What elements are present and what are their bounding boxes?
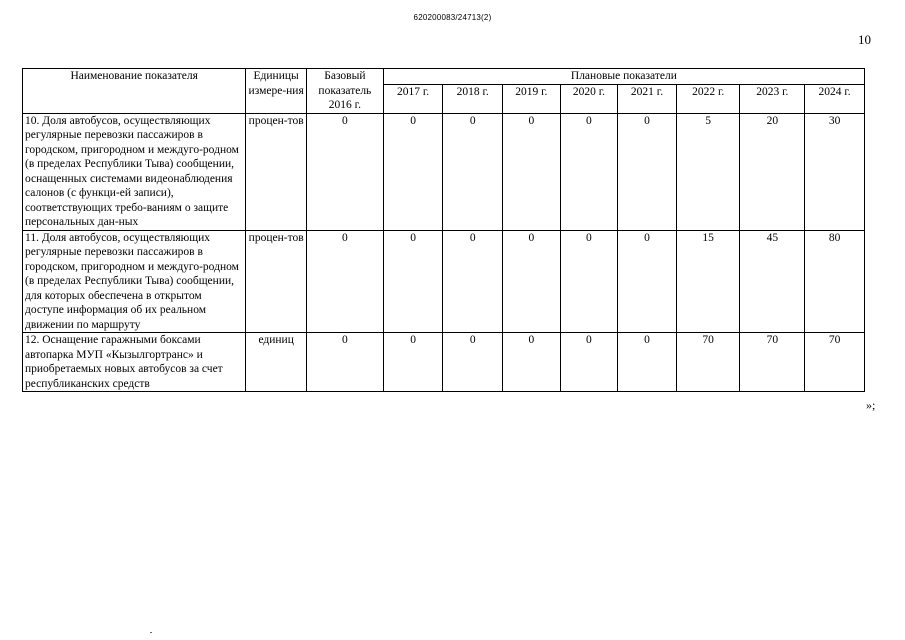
value-cell: 0 bbox=[560, 113, 618, 230]
header-year: 2017 г. bbox=[383, 85, 443, 113]
closing-quote-mark: »; bbox=[866, 398, 876, 412]
table-row bbox=[23, 230, 865, 333]
table-row bbox=[23, 113, 865, 230]
header-year: 2024 г. bbox=[805, 85, 865, 113]
value-cell: 5 bbox=[676, 113, 740, 230]
header-indicator-name: Наименование показателя bbox=[23, 69, 246, 114]
document-id: 620200083/24713(2) bbox=[413, 13, 492, 22]
indicator-name: 12. Оснащение гаражными боксами автопарка МУП «Кызылгортранс» и приобретаемых новых автобусов за счет республиканских средств bbox=[23, 333, 246, 392]
indicators-table bbox=[22, 68, 865, 392]
value-cell: 20 bbox=[740, 113, 805, 230]
value-cell: 0 bbox=[443, 333, 503, 392]
value-cell: 0 bbox=[618, 113, 677, 230]
header-base-value: Базовый показатель 2016 г. bbox=[306, 69, 383, 114]
table-row bbox=[23, 333, 865, 392]
value-cell: 45 bbox=[740, 230, 805, 333]
scan-speck bbox=[150, 632, 152, 633]
header-year: 2021 г. bbox=[618, 85, 677, 113]
indicator-name: 11. Доля автобусов, осуществляющих регулярные перевозки пассажиров в городском, пригородном и междуго-родном (в пределах Республики Тыва) сообщении, для которых обеспечена в открытом доступе информация об их реальном движении по маршруту bbox=[23, 230, 246, 333]
value-cell: 70 bbox=[676, 333, 740, 392]
base-value-cell: 0 bbox=[306, 230, 383, 333]
value-cell: 0 bbox=[560, 333, 618, 392]
header-year: 2022 г. bbox=[676, 85, 740, 113]
value-cell: 0 bbox=[560, 230, 618, 333]
value-cell: 70 bbox=[805, 333, 865, 392]
value-cell: 80 bbox=[805, 230, 865, 333]
value-cell: 0 bbox=[503, 113, 561, 230]
value-cell: 30 bbox=[805, 113, 865, 230]
indicator-name: 10. Доля автобусов, осуществляющих регулярные перевозки пассажиров в городском, пригородном и междуго-родном (в пределах Республики Тыва) сообщении, оснащенных системами видеонаблюдения салонов (с функци-ей записи), соответствующих требо-ваниям о защите персональных дан-ных bbox=[23, 113, 246, 230]
value-cell: 0 bbox=[618, 333, 677, 392]
value-cell: 0 bbox=[443, 230, 503, 333]
page-number: 10 bbox=[858, 32, 871, 47]
value-cell: 0 bbox=[618, 230, 677, 333]
value-cell: 70 bbox=[740, 333, 805, 392]
header-unit: Единицы измере-ния bbox=[246, 69, 307, 114]
base-value-cell: 0 bbox=[306, 333, 383, 392]
header-year: 2019 г. bbox=[503, 85, 561, 113]
value-cell: 0 bbox=[383, 230, 443, 333]
header-year: 2020 г. bbox=[560, 85, 618, 113]
unit-cell: единиц bbox=[246, 333, 307, 392]
header-year: 2018 г. bbox=[443, 85, 503, 113]
value-cell: 15 bbox=[676, 230, 740, 333]
unit-cell: процен-тов bbox=[246, 230, 307, 333]
value-cell: 0 bbox=[383, 333, 443, 392]
header-planned-values: Плановые показатели bbox=[383, 69, 864, 85]
value-cell: 0 bbox=[503, 230, 561, 333]
value-cell: 0 bbox=[443, 113, 503, 230]
unit-cell: процен-тов bbox=[246, 113, 307, 230]
base-value-cell: 0 bbox=[306, 113, 383, 230]
value-cell: 0 bbox=[503, 333, 561, 392]
header-year: 2023 г. bbox=[740, 85, 805, 113]
value-cell: 0 bbox=[383, 113, 443, 230]
